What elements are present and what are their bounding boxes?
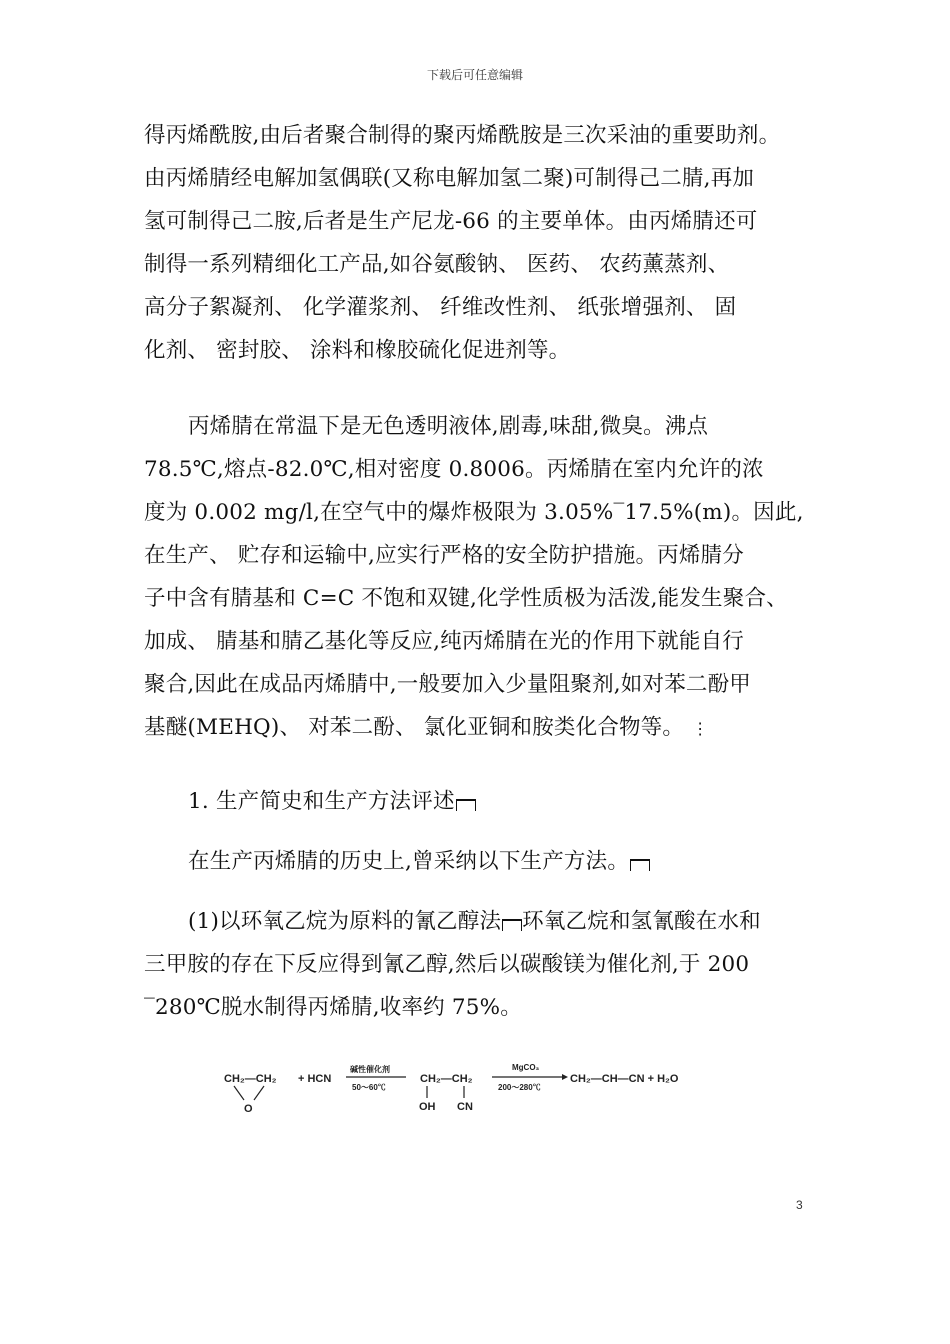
arrow-head-icon [562, 1074, 568, 1080]
text-line: 在生产、 贮存和运输中,应实行严格的安全防护措施。丙烯腈分 [144, 543, 744, 568]
text-line: 由丙烯腈经电解加氢偶联(又称电解加氢二聚)可制得己二腈,再加 [144, 166, 755, 191]
paragraph-4 [144, 900, 814, 1029]
catalyst-label: 碱性催化剂 [350, 1065, 390, 1074]
cyanoethanol [419, 1073, 473, 1113]
paragraph-mark-icon [456, 799, 476, 811]
reagent-hcn: + HCN [298, 1073, 332, 1085]
text-line: 度为 0.002 mg/l,在空气中的爆炸极限为 3.05%‾17.5%(m)。因此, [144, 500, 804, 525]
paragraph-mark-icon [630, 859, 650, 871]
text-line: 聚合,因此在成品丙烯腈中,一般要加入少量阻聚剂,如对苯二酚甲 [144, 672, 752, 697]
text-fragment: 环氧乙烷和氢氰酸在水和 [522, 909, 761, 934]
document-body [144, 114, 814, 1029]
ethylene-oxide [224, 1073, 277, 1115]
temperature-label: 200～280℃ [498, 1083, 541, 1092]
temperature-label: 50～60℃ [352, 1083, 386, 1092]
text-line: 丙烯腈在常温下是无色透明液体,剧毒,味甜,微臭。沸点 [188, 414, 709, 439]
paragraph-mark-icon [502, 919, 522, 931]
bond-line [234, 1086, 244, 1100]
heading-text: 1. 生产简史和生产方法评述 [188, 789, 455, 814]
oxygen-atom: O [244, 1103, 253, 1115]
cyano-group: CN [457, 1101, 473, 1113]
section-heading [144, 780, 814, 823]
reaction-arrow-1 [346, 1064, 406, 1092]
text-line: 氢可制得己二胺,后者是生产尼龙-66 的主要单体。由丙烯腈还可 [144, 209, 758, 234]
product-formula: CH₂—CH—CN + H₂O [570, 1073, 679, 1085]
reaction-arrow-2 [492, 1063, 568, 1092]
paragraph-3-text: 在生产丙烯腈的历史上,曾采纳以下生产方法。 [188, 849, 630, 874]
text-fragment: (1)以环氧乙烷为原料的氰乙醇法 [188, 909, 502, 934]
text-line: 得丙烯酰胺,由后者聚合制得的聚丙烯酰胺是三次采油的重要助剂。 [144, 123, 781, 148]
text-line: 加成、 腈基和腈乙基化等反应,纯丙烯腈在光的作用下就能自行 [144, 629, 744, 654]
text-line: ‾280℃脱水制得丙烯腈,收率约 75%。 [144, 995, 522, 1020]
text-line: 化剂、 密封胶、 涂料和橡胶硫化促进剂等。 [144, 338, 571, 363]
bond-line [254, 1086, 264, 1100]
paragraph-3 [144, 840, 814, 883]
hydroxyl-group: OH [419, 1101, 436, 1113]
text-line-content: 基醚(MEHQ)、 对苯二酚、 氯化亚铜和胺类化合物等。 [144, 715, 685, 740]
text-line: 高分子絮凝剂、 化学灌浆剂、 纤维改性剂、 纸张增强剂、 固 [144, 295, 737, 320]
text-line: 子中含有腈基和 C=C 不饱和双键,化学性质极为活泼,能发生聚合、 [144, 586, 788, 611]
text-line [144, 900, 814, 943]
text-line: 制得一系列精细化工产品,如谷氨酸钠、 医药、 农药薰蒸剂、 [144, 252, 730, 277]
text-line: 三甲胺的存在下反应得到氰乙醇,然后以碳酸镁为催化剂,于 200 [144, 952, 750, 977]
paragraph-2 [144, 405, 814, 749]
text-line: 78.5℃,熔点-82.0℃,相对密度 0.8006。丙烯腈在室内允许的浓 [144, 457, 764, 482]
ellipsis-mark: ⋮ [692, 719, 709, 738]
text-line [144, 706, 814, 749]
catalyst-label: MgCO₃ [512, 1063, 540, 1072]
page-header: 下载后可任意编辑 [426, 68, 523, 82]
reaction-equation [220, 1060, 720, 1120]
paragraph-1 [144, 114, 814, 372]
reactant-formula: CH₂—CH₂ [224, 1073, 277, 1085]
intermediate-formula: CH₂—CH₂ [420, 1073, 473, 1085]
page-number: 3 [796, 1198, 803, 1212]
